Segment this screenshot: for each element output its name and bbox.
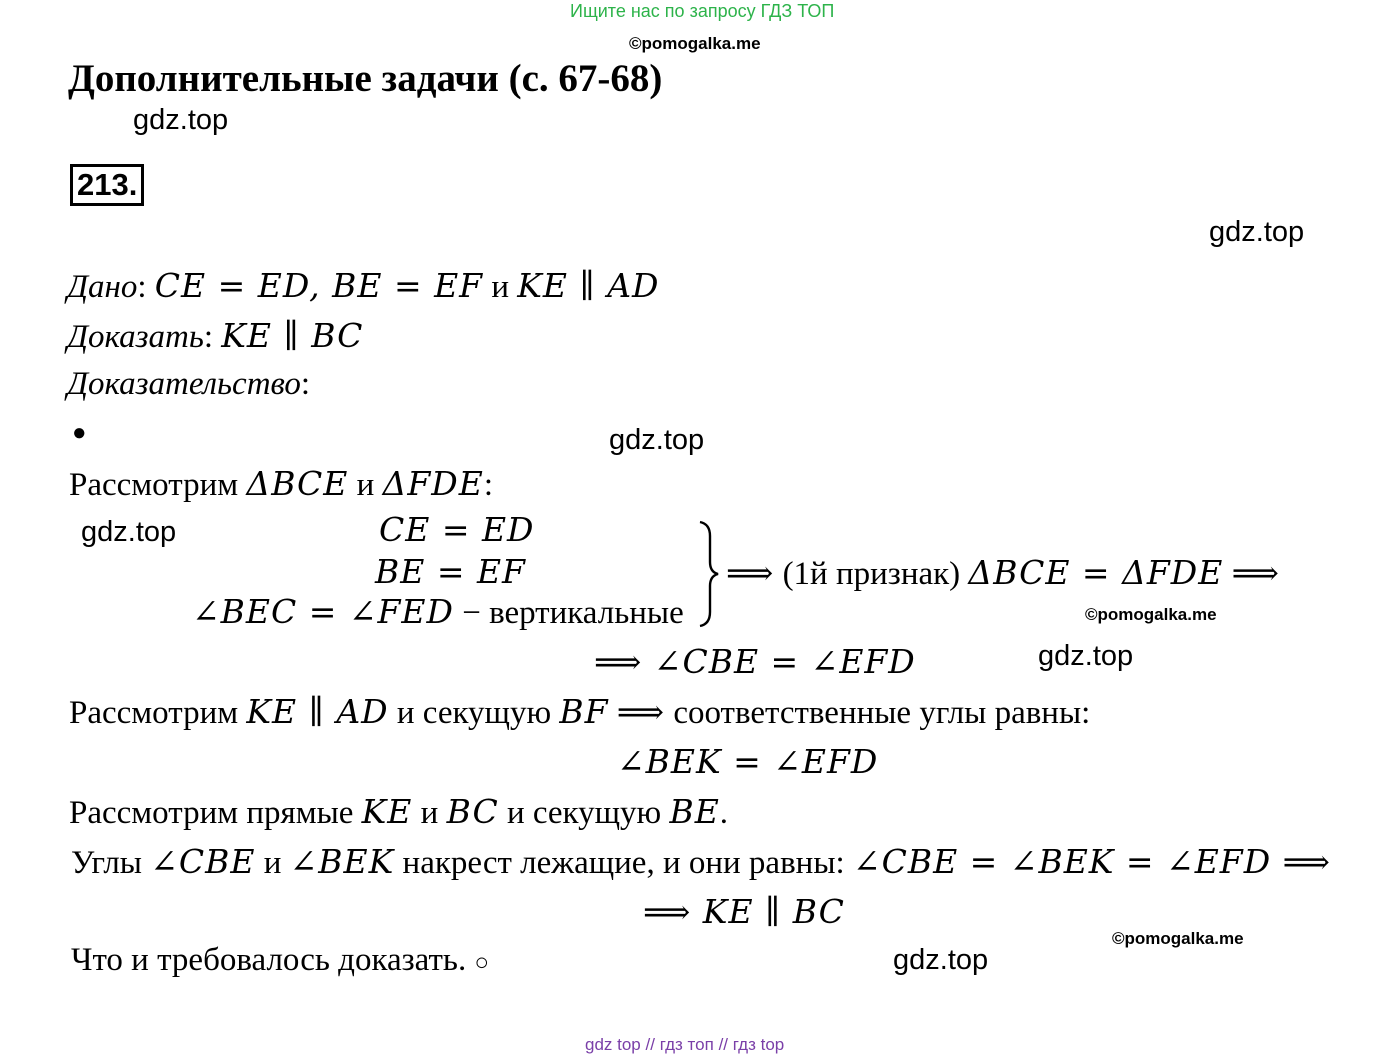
- step1-eq-1: CE = ED: [379, 510, 535, 549]
- step3-line: [69, 792, 728, 832]
- step1-impl-end: ⟹: [1231, 553, 1280, 592]
- step1-eq-2: BE = EF: [375, 552, 526, 591]
- step4-result: ⟹ KE ∥ BC: [643, 892, 845, 931]
- proof-line: [67, 366, 310, 403]
- prove-line: [67, 316, 363, 356]
- given-label: Дано: [67, 269, 138, 305]
- step4-line: [71, 842, 1331, 882]
- step1-conclusion: ⟹ ∠CBE = ∠EFD: [594, 642, 916, 681]
- given-conj: и: [491, 269, 509, 305]
- step4-math-2: ∠BEK: [289, 842, 395, 881]
- step1-triangle-2: ΔFDE: [382, 464, 484, 503]
- watermark-gdz-3: gdz.top: [609, 424, 705, 456]
- step1-intro: Рассмотрим: [69, 467, 239, 503]
- step2-eq: ∠BEK = ∠EFD: [617, 742, 879, 781]
- step3-mid: и секущую: [506, 795, 662, 831]
- prove-colon: :: [203, 319, 222, 355]
- step2-intro: Рассмотрим: [69, 695, 239, 731]
- step2-math-2: BF: [559, 692, 609, 731]
- footer-links: [585, 1035, 784, 1055]
- watermark-gdz-4: gdz.top: [81, 516, 177, 548]
- step3-math-2: BC: [446, 792, 499, 831]
- proof-label: Доказательство: [67, 366, 301, 402]
- step2-mid: и секущую: [396, 695, 552, 731]
- brace-path: [700, 522, 718, 626]
- step1-impl: ⟹: [726, 553, 775, 592]
- bullet: ●: [72, 420, 87, 446]
- footer-link-2[interactable]: гдз топ: [659, 1035, 714, 1054]
- step1-eq-3: ∠BEC = ∠FED: [192, 592, 454, 631]
- watermark-gdz-5: gdz.top: [1038, 640, 1134, 672]
- watermark-gdz-6: gdz.top: [893, 944, 989, 976]
- step1-eq-3-line: [192, 592, 684, 632]
- step1-result: ΔBCE = ΔFDE: [968, 553, 1224, 592]
- step2-tail: соответственные углы равны:: [673, 695, 1091, 731]
- given-math-2: KE ∥ AD: [517, 266, 660, 305]
- qed-text: Что и требовалось доказать.: [71, 942, 467, 978]
- search-hint: Ищите нас по запросу ГДЗ ТОП: [570, 1, 835, 21]
- copyright-mid: ©pomogalka.me: [1085, 605, 1217, 624]
- task-number: 213.: [70, 164, 144, 206]
- step1-triangle-1: ΔBCE: [246, 464, 349, 503]
- footer-link-1[interactable]: gdz top: [585, 1035, 641, 1054]
- prove-label: Доказать: [67, 319, 204, 355]
- page-title: Дополнительные задачи (с. 67-68): [68, 57, 663, 100]
- step3-math-1: KE: [361, 792, 413, 831]
- step1-colon: :: [483, 467, 494, 503]
- given-line: [67, 266, 660, 306]
- step2-math-1: KE ∥ AD: [246, 692, 389, 731]
- given-math-1: CE = ED, BE = EF: [154, 266, 484, 305]
- brace-right: [696, 520, 724, 628]
- step1-eq-3-note: − вертикальные: [462, 595, 684, 631]
- step4-conj: и: [263, 845, 282, 881]
- step1-intro-line: [69, 464, 493, 504]
- step4-math-1: ∠CBE: [150, 842, 256, 881]
- step2-impl: ⟹: [616, 692, 666, 731]
- copyright-bottom: ©pomogalka.me: [1112, 929, 1244, 948]
- step3-conj: и: [420, 795, 439, 831]
- footer-sep-1: //: [645, 1035, 655, 1054]
- prove-math: KE ∥ BC: [221, 316, 364, 355]
- step4-eq: ∠CBE = ∠BEK = ∠EFD ⟹: [852, 842, 1331, 881]
- step4-intro: Углы: [71, 845, 142, 881]
- step3-end: .: [719, 795, 729, 831]
- step4-mid: накрест лежащие, и они равны:: [402, 845, 845, 881]
- proof-colon: :: [300, 366, 311, 402]
- footer-sep-2: //: [718, 1035, 729, 1054]
- step3-math-3: BE: [669, 792, 720, 831]
- step1-conj: и: [356, 467, 375, 503]
- step3-intro: Рассмотрим прямые: [69, 795, 354, 831]
- copyright-top: ©pomogalka.me: [629, 34, 761, 53]
- footer-link-3[interactable]: гдз top: [732, 1035, 785, 1054]
- given-colon: :: [137, 269, 155, 305]
- qed-mark: ○: [474, 950, 489, 976]
- step1-criterion: (1й признак): [782, 556, 961, 592]
- step2-line: [69, 692, 1090, 732]
- watermark-gdz-2: gdz.top: [1209, 216, 1305, 248]
- step1-result-line: [726, 553, 1280, 593]
- qed-line: [71, 942, 489, 979]
- watermark-gdz-1: gdz.top: [133, 104, 229, 136]
